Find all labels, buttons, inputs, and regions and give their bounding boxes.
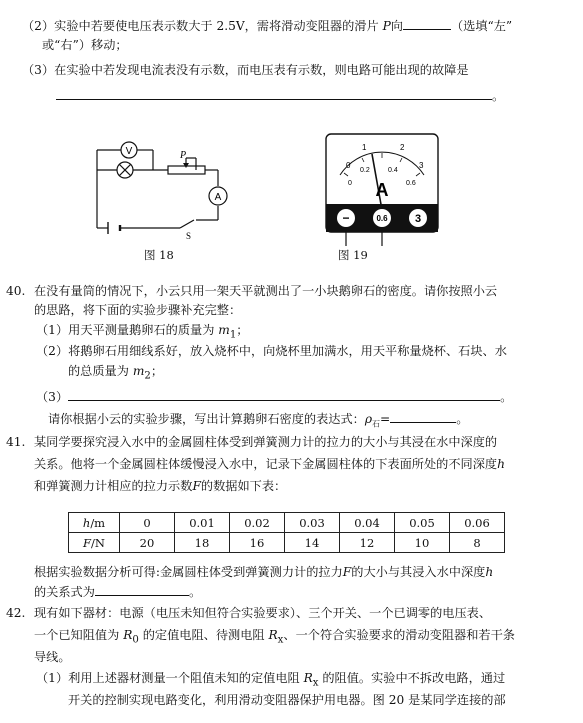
terminal-minus: − (342, 211, 350, 225)
figure-18-caption: 图 18 (144, 248, 174, 262)
ammeter-dial-fig19 (322, 130, 442, 250)
inner-tick-0-4: 0.4 (388, 167, 398, 174)
table-cell: 14 (285, 533, 340, 553)
outer-tick-0: 0 (346, 161, 351, 170)
q41-number: 41. (6, 435, 26, 449)
ammeter-unit-label: A (375, 180, 389, 200)
q39-part3-line2: 。 (56, 88, 504, 104)
q42-line1: 现有如下器材：电源（电压未知但符合实验要求）、三个开关、一个已调零的电压表、 (34, 606, 492, 620)
circuit-diagram-fig18 (88, 130, 238, 240)
inner-tick-0-2: 0.2 (360, 167, 370, 174)
table-cell: 0.02 (230, 513, 285, 533)
outer-tick-1: 1 (362, 143, 367, 152)
table-cell: 20 (120, 533, 175, 553)
q42-line3: 导线。 (34, 650, 71, 664)
q42-part1-line1: （1）利用上述器材测量一个阻值未知的定值电阻 $R_x$ 的阻值。实验中不拆改电路，通过 (36, 671, 506, 689)
figure-19-caption: 图 19 (338, 248, 368, 262)
table-cell: 0 (120, 513, 175, 533)
table-header-h: h/m (69, 513, 120, 533)
q41-line1: 某同学要探究浸入水中的金属圆柱体受到弹簧测力计的拉力的大小与其浸在水中深度的 (34, 435, 498, 449)
q41-conclusion-line1: 根据实验数据分析可得:金属圆柱体受到弹簧测力计的拉力F的大小与其浸入水中深度h (34, 565, 494, 579)
q40-step2-line1: （2）将鹅卵石用细线系好，放入烧杯中，向烧杯里加满水，用天平称量烧杯、石块、水 (36, 344, 507, 358)
outer-tick-2: 2 (400, 143, 405, 152)
table-cell: 10 (395, 533, 450, 553)
table-row (69, 533, 505, 553)
voltmeter-label: V (125, 146, 133, 157)
answer-blank[interactable] (390, 412, 456, 423)
q42-part1-line2: 开关的控制实现电路变化，利用滑动变阻器保护用电器。图 20 是某同学连接的部 (68, 693, 506, 707)
terminal-0-6: 0.6 (376, 214, 388, 223)
table-cell: 8 (450, 533, 505, 553)
table-cell: 0.06 (450, 513, 505, 533)
answer-blank[interactable] (56, 89, 492, 100)
q41-conclusion-line2: 的关系式为 。 (34, 585, 202, 599)
slider-label: P (180, 150, 187, 161)
table-row (69, 513, 505, 533)
q40-step2-line2: 的总质量为 $m_2$； (68, 364, 164, 382)
outer-tick-3: 3 (419, 161, 424, 170)
table-cell: 16 (230, 533, 285, 553)
answer-blank[interactable] (403, 19, 451, 30)
q40-step3: （3） 。 (36, 390, 513, 404)
q40-line1: 在没有量筒的情况下，小云只用一架天平就测出了一小块鹅卵石的密度。请你按照小云 (34, 284, 498, 298)
q40-step1: （1）用天平测量鹅卵石的质量为 $m_1$； (36, 323, 249, 341)
data-table (68, 512, 505, 553)
inner-tick-0: 0 (348, 180, 352, 187)
ammeter-label: A (214, 192, 222, 203)
q39-part3-line1: （3）在实验中若发现电流表没有示数，而电压表有示数，则电路可能出现的故障是 (22, 63, 469, 77)
answer-blank[interactable] (68, 390, 500, 401)
q40-expression: 请你根据小云的实验步骤，写出计算鹅卵石密度的表达式：$\rho_石=$ 。 (48, 412, 469, 429)
answer-blank[interactable] (95, 585, 189, 596)
table-cell: 0.01 (175, 513, 230, 533)
terminal-3: 3 (414, 213, 422, 225)
q39-part2-line1: （2）实验中若要使电压表示数大于 2.5V，需将滑动变阻器的滑片 P向 （选填“左” (22, 19, 513, 33)
table-cell: 0.04 (340, 513, 395, 533)
q41-line2: 关系。他将一个金属圆柱体缓慢浸入水中，记录下金属圆柱体的下表面所处的不同深度h (34, 457, 505, 471)
q39-part2-line2: 或“右”）移动； (42, 38, 128, 52)
table-cell: 0.05 (395, 513, 450, 533)
table-header-f: F/N (69, 533, 120, 553)
q42-number: 42. (6, 606, 26, 620)
table-cell: 0.03 (285, 513, 340, 533)
q42-line2: 一个已知阻值为 $R_0$ 的定值电阻、待测电阻 $R_x$、一个符合实验要求的滑动变阻器和若干条 (34, 628, 515, 646)
table-cell: 18 (175, 533, 230, 553)
table-cell: 12 (340, 533, 395, 553)
q40-number: 40. (6, 284, 26, 298)
inner-tick-0-6: 0.6 (406, 180, 416, 187)
q41-line3: 和弹簧测力计相应的拉力示数F的数据如下表： (34, 479, 287, 493)
switch-label: S (186, 231, 192, 240)
q40-line2: 的思路，将下面的实验步骤补充完整： (34, 303, 242, 317)
